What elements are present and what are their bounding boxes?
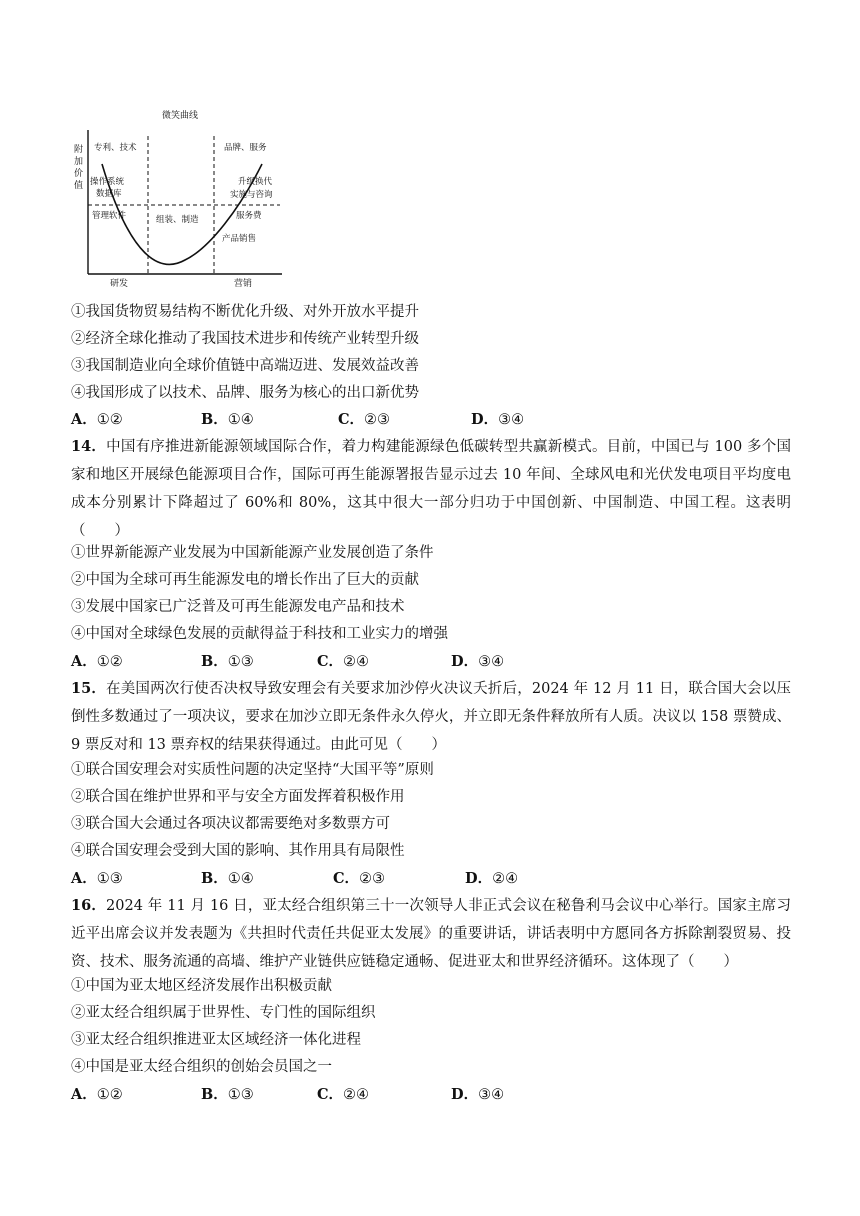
q14-item-2: ②中国为全球可再生能源发电的增长作出了巨大的贡献 xyxy=(71,572,419,588)
label-consulting: 实施与咨询 xyxy=(230,190,273,200)
q16-item-2: ②亚太经合组织属于世界性、专门性的国际组织 xyxy=(71,1005,376,1021)
q15-item-3: ③联合国大会通过各项决议都需要绝对多数票方可 xyxy=(71,816,390,832)
q13-option-d[interactable]: D．③④ xyxy=(471,411,525,428)
figure-y-label-4: 值 xyxy=(74,181,84,191)
q14-option-d[interactable]: D．③④ xyxy=(451,653,505,670)
figure-title: 微笑曲线 xyxy=(162,111,199,121)
label-mgmt-software: 管理软件 xyxy=(92,211,127,221)
q16-option-b[interactable]: B．①③ xyxy=(201,1086,254,1103)
q13-option-a[interactable]: A．①② xyxy=(71,411,123,428)
label-system-ops: 操作系统 xyxy=(90,177,125,187)
smile-curve-figure xyxy=(70,108,300,288)
q14-item-4: ④中国对全球绿色发展的贡献得益于科技和工业实力的增强 xyxy=(71,626,448,642)
q16-stem-text: 2024 年 11 月 16 日，亚太经合组织第三十一次领导人非正式会议在秘鲁利马会议中心举行。国家主席习近平出席会议并发表题为《共担时代责任共促亚太发展》的重要讲话，讲话表明中方愿同各方拆除割裂贸易、投资、技术、服务流通的高墙、维护产业链供应链稳定通畅、促进亚太和世界经济循环。这体现了（ ） xyxy=(71,898,791,970)
label-upgrade: 升级换代 xyxy=(238,177,273,187)
q16-option-c[interactable]: C．②④ xyxy=(317,1086,370,1103)
label-data-lib: 数据库 xyxy=(96,189,122,199)
label-sales: 产品销售 xyxy=(222,234,257,244)
q14-option-a[interactable]: A．①② xyxy=(71,653,123,670)
q15-option-b[interactable]: B．①④ xyxy=(201,870,254,887)
q16-option-d[interactable]: D．③④ xyxy=(451,1086,505,1103)
q15-option-a[interactable]: A．①③ xyxy=(71,870,123,887)
q15-stem-text: 在美国两次行使否决权导致安理会有关要求加沙停火决议夭折后，2024 年 12 月 11 日，联合国大会以压倒性多数通过了一项决议，要求在加沙立即无条件永久停火，并立即无条件释放所有人质。决议以 158 票赞成、9 票反对和 13 票弃权的结果获得通过。由此可见（ ） xyxy=(71,681,791,753)
q14-stem xyxy=(71,433,791,545)
figure-y-label-2: 加 xyxy=(74,157,84,167)
q16-item-3: ③亚太经合组织推进亚太区域经济一体化进程 xyxy=(71,1032,361,1048)
label-assembly: 组装、制造 xyxy=(156,215,199,225)
q15-number: 15． xyxy=(71,680,107,697)
q14-option-b[interactable]: B．①③ xyxy=(201,653,254,670)
q15-option-c[interactable]: C．②③ xyxy=(333,870,386,887)
q14-number: 14． xyxy=(71,438,107,455)
figure-y-label-1: 附 xyxy=(74,145,84,155)
q15-option-d[interactable]: D．②④ xyxy=(465,870,519,887)
q13-item-4: ④我国形成了以技术、品牌、服务为核心的出口新优势 xyxy=(71,385,419,401)
q16-item-4: ④中国是亚太经合组织的创始会员国之一 xyxy=(71,1059,332,1075)
label-brand-service: 品牌、服务 xyxy=(224,143,267,153)
x-label-right: 营销 xyxy=(234,279,253,288)
q13-item-1: ①我国货物贸易结构不断优化升级、对外开放水平提升 xyxy=(71,304,419,320)
q15-item-4: ④联合国安理会受到大国的影响、其作用具有局限性 xyxy=(71,843,405,859)
label-patent-tech: 专利、技术 xyxy=(94,143,137,153)
q13-option-c[interactable]: C．②③ xyxy=(338,411,391,428)
q15-item-1: ①联合国安理会对实质性问题的决定坚持“大国平等”原则 xyxy=(71,762,434,778)
q14-item-3: ③发展中国家已广泛普及可再生能源发电产品和技术 xyxy=(71,599,405,615)
q15-stem xyxy=(71,675,791,759)
q13-option-b[interactable]: B．①④ xyxy=(201,411,254,428)
q14-option-c[interactable]: C．②④ xyxy=(317,653,370,670)
q16-number: 16． xyxy=(71,897,107,914)
q16-item-1: ①中国为亚太地区经济发展作出积极贡献 xyxy=(71,978,332,994)
figure-y-label-3: 价 xyxy=(74,169,84,179)
q16-option-a[interactable]: A．①② xyxy=(71,1086,123,1103)
q16-stem xyxy=(71,892,791,976)
q13-item-3: ③我国制造业向全球价值链中高端迈进、发展效益改善 xyxy=(71,358,419,374)
q14-stem-text: 中国有序推进新能源领域国际合作，着力构建能源绿色低碳转型共赢新模式。目前，中国已与 100 多个国家和地区开展绿色能源项目合作，国际可再生能源署报告显示过去 10 年间、全球风电和光伏发电项目平均度电成本分别累计下降超过了 60%和 80%，这其中很大一部分归功于中国创新、中国制造、中国工程。这表明（ ） xyxy=(71,439,791,539)
q13-item-2: ②经济全球化推动了我国技术进步和传统产业转型升级 xyxy=(71,331,419,347)
x-label-left: 研发 xyxy=(110,279,129,288)
q14-item-1: ①世界新能源产业发展为中国新能源产业发展创造了条件 xyxy=(71,545,434,561)
q15-item-2: ②联合国在维护世界和平与安全方面发挥着积极作用 xyxy=(71,789,405,805)
label-service-fee: 服务费 xyxy=(236,211,262,221)
